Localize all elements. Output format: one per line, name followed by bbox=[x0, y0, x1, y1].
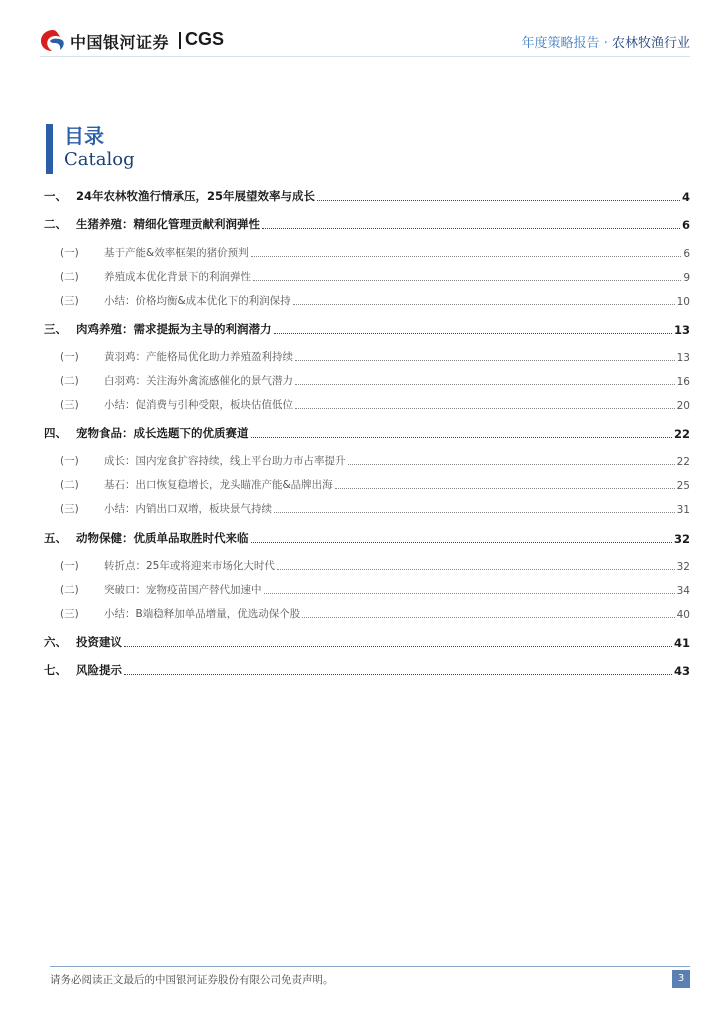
toc-entry-title: 养殖成本优化背景下的利润弹性 bbox=[104, 271, 251, 283]
company-name-en: CGS bbox=[185, 29, 225, 49]
toc-entry-page: 4 bbox=[681, 190, 690, 204]
toc-entry-title: 成长：国内宠食扩容持续，线上平台助力市占率提升 bbox=[104, 455, 346, 467]
catalog-title-cn: 目录 bbox=[64, 124, 104, 148]
toc-entry-page: 6 bbox=[683, 248, 690, 260]
page-header bbox=[0, 0, 724, 62]
toc-dot-leader bbox=[124, 646, 672, 647]
toc-dot-leader bbox=[295, 384, 675, 385]
toc-entry-page: 10 bbox=[676, 296, 690, 308]
toc-dot-leader bbox=[293, 304, 675, 305]
toc-dot-leader bbox=[274, 512, 675, 513]
catalog-accent-bar bbox=[46, 124, 53, 174]
toc-entry-title: 黄羽鸡：产能格局优化助力养殖盈利持续 bbox=[104, 351, 293, 363]
toc-entry-title: 小结：促消费与引种受限，板块估值低位 bbox=[104, 399, 293, 411]
page-number: 3 bbox=[672, 970, 690, 988]
toc-dot-leader bbox=[251, 542, 672, 543]
toc-entry-page: 6 bbox=[681, 218, 690, 232]
toc-entry[interactable] bbox=[40, 425, 690, 441]
toc-entry-page: 31 bbox=[676, 504, 690, 516]
toc-entry[interactable] bbox=[40, 582, 690, 597]
toc-entry-title: 24年农林牧渔行情承压，25年展望效率与成长 bbox=[76, 189, 316, 203]
toc-entry-title: 小结：价格均衡&成本优化下的利润保持 bbox=[104, 295, 291, 307]
footer-divider bbox=[50, 966, 690, 967]
company-name-cn: 中国银河证券 bbox=[70, 33, 170, 52]
toc-entry[interactable] bbox=[40, 397, 690, 412]
toc-entry-page: 16 bbox=[676, 376, 690, 388]
toc-entry-title: 基石：出口恢复稳增长，龙头瞄准产能&品牌出海 bbox=[104, 479, 333, 491]
header-dot: · bbox=[603, 36, 608, 51]
toc-entry-page: 32 bbox=[676, 561, 690, 573]
toc-dot-leader bbox=[262, 228, 680, 229]
toc-entry-title: 肉鸡养殖：需求提振为主导的利润潜力 bbox=[76, 322, 272, 336]
toc-entry-page: 20 bbox=[676, 400, 690, 412]
industry-name: 农林牧渔行业 bbox=[611, 36, 690, 51]
toc-dot-leader bbox=[295, 408, 675, 409]
toc-entry-title: 宠物食品：成长选题下的优质赛道 bbox=[76, 426, 249, 440]
toc-dot-leader bbox=[124, 674, 672, 675]
toc-entry-number: (二) bbox=[60, 584, 79, 596]
toc-entry-number: 五、 bbox=[44, 531, 67, 545]
toc-entry[interactable] bbox=[40, 216, 690, 232]
toc-entry-title: 生猪养殖：精细化管理贡献利润弹性 bbox=[76, 217, 260, 231]
toc-dot-leader bbox=[335, 488, 675, 489]
cgs-logo-icon bbox=[40, 28, 66, 52]
toc-entry-number: 六、 bbox=[44, 635, 67, 649]
toc-entry[interactable] bbox=[40, 373, 690, 388]
toc-entry[interactable] bbox=[40, 606, 690, 621]
toc-entry-page: 41 bbox=[673, 636, 690, 650]
toc-entry-title: 突破口：宠物疫苗国产替代加速中 bbox=[104, 584, 262, 596]
toc-dot-leader bbox=[253, 280, 681, 281]
toc-entry-number: 七、 bbox=[44, 663, 67, 677]
report-category bbox=[522, 32, 690, 51]
toc-entry-page: 22 bbox=[673, 427, 690, 441]
toc-entry-number: (三) bbox=[60, 399, 79, 411]
toc-entry-title: 小结：B端稳释加单品增量，优选动保个股 bbox=[104, 608, 301, 620]
toc-entry-number: (三) bbox=[60, 503, 79, 515]
toc-entry-number: (二) bbox=[60, 479, 79, 491]
toc-entry[interactable] bbox=[40, 558, 690, 573]
toc-dot-leader bbox=[348, 464, 675, 465]
toc-entry-page: 32 bbox=[673, 532, 690, 546]
toc-entry-number: (二) bbox=[60, 375, 79, 387]
toc-dot-leader bbox=[251, 437, 672, 438]
toc-entry[interactable] bbox=[40, 188, 690, 204]
toc-entry-page: 25 bbox=[676, 480, 690, 492]
toc-dot-leader bbox=[277, 569, 675, 570]
toc-entry-title: 基于产能&效率框架的猪价预判 bbox=[104, 247, 249, 259]
toc-entry-page: 22 bbox=[676, 456, 690, 468]
toc-entry-number: 二、 bbox=[44, 217, 67, 231]
toc-entry-number: 一、 bbox=[44, 189, 67, 203]
toc-entry-number: (三) bbox=[60, 295, 79, 307]
toc-entry[interactable] bbox=[40, 634, 690, 650]
toc-entry-title: 白羽鸡：关注海外禽流感催化的景气潜力 bbox=[104, 375, 293, 387]
toc-entry-page: 40 bbox=[676, 609, 690, 621]
toc-entry-page: 43 bbox=[673, 664, 690, 678]
catalog-title-en: Catalog bbox=[64, 149, 135, 170]
toc-dot-leader bbox=[302, 617, 674, 618]
toc-dot-leader bbox=[317, 200, 680, 201]
report-type: 年度策略报告 bbox=[521, 36, 600, 51]
toc-entry[interactable] bbox=[40, 501, 690, 516]
header-divider bbox=[40, 56, 690, 57]
toc-dot-leader bbox=[264, 593, 675, 594]
toc-entry[interactable] bbox=[40, 245, 690, 260]
toc-entry-title: 转折点：25年或将迎来市场化大时代 bbox=[104, 560, 275, 572]
toc-entry[interactable] bbox=[40, 477, 690, 492]
toc-entry-number: (一) bbox=[60, 455, 79, 467]
toc-entry-page: 9 bbox=[683, 272, 690, 284]
toc-entry[interactable] bbox=[40, 293, 690, 308]
toc-entry[interactable] bbox=[40, 453, 690, 468]
toc-entry-number: 三、 bbox=[44, 322, 67, 336]
toc-entry-number: (二) bbox=[60, 271, 79, 283]
toc-entry-page: 13 bbox=[676, 352, 690, 364]
logo-separator bbox=[179, 32, 181, 49]
toc-dot-leader bbox=[251, 256, 682, 257]
toc-entry-number: 四、 bbox=[44, 426, 67, 440]
toc-dot-leader bbox=[274, 333, 672, 334]
toc-entry-page: 34 bbox=[676, 585, 690, 597]
toc-entry-number: (一) bbox=[60, 351, 79, 363]
toc-entry[interactable] bbox=[40, 349, 690, 364]
toc-entry-page: 13 bbox=[673, 323, 690, 337]
toc-entry-title: 动物保健：优质单品取胜时代来临 bbox=[76, 531, 249, 545]
toc-entry[interactable] bbox=[40, 530, 690, 546]
toc-entry[interactable] bbox=[40, 321, 690, 337]
toc-entry[interactable] bbox=[40, 269, 690, 284]
toc-entry-title: 风险提示 bbox=[76, 663, 122, 677]
toc-entry-title: 投资建议 bbox=[76, 635, 122, 649]
toc-entry-title: 小结：内销出口双增，板块景气持续 bbox=[104, 503, 272, 515]
toc-entry-number: (一) bbox=[60, 560, 79, 572]
toc-dot-leader bbox=[295, 360, 675, 361]
toc-entry-number: (三) bbox=[60, 608, 79, 620]
toc-entry[interactable] bbox=[40, 662, 690, 678]
footer-disclaimer: 请务必阅读正文最后的中国银河证券股份有限公司免责声明。 bbox=[50, 974, 334, 986]
toc-entry-number: (一) bbox=[60, 247, 79, 259]
